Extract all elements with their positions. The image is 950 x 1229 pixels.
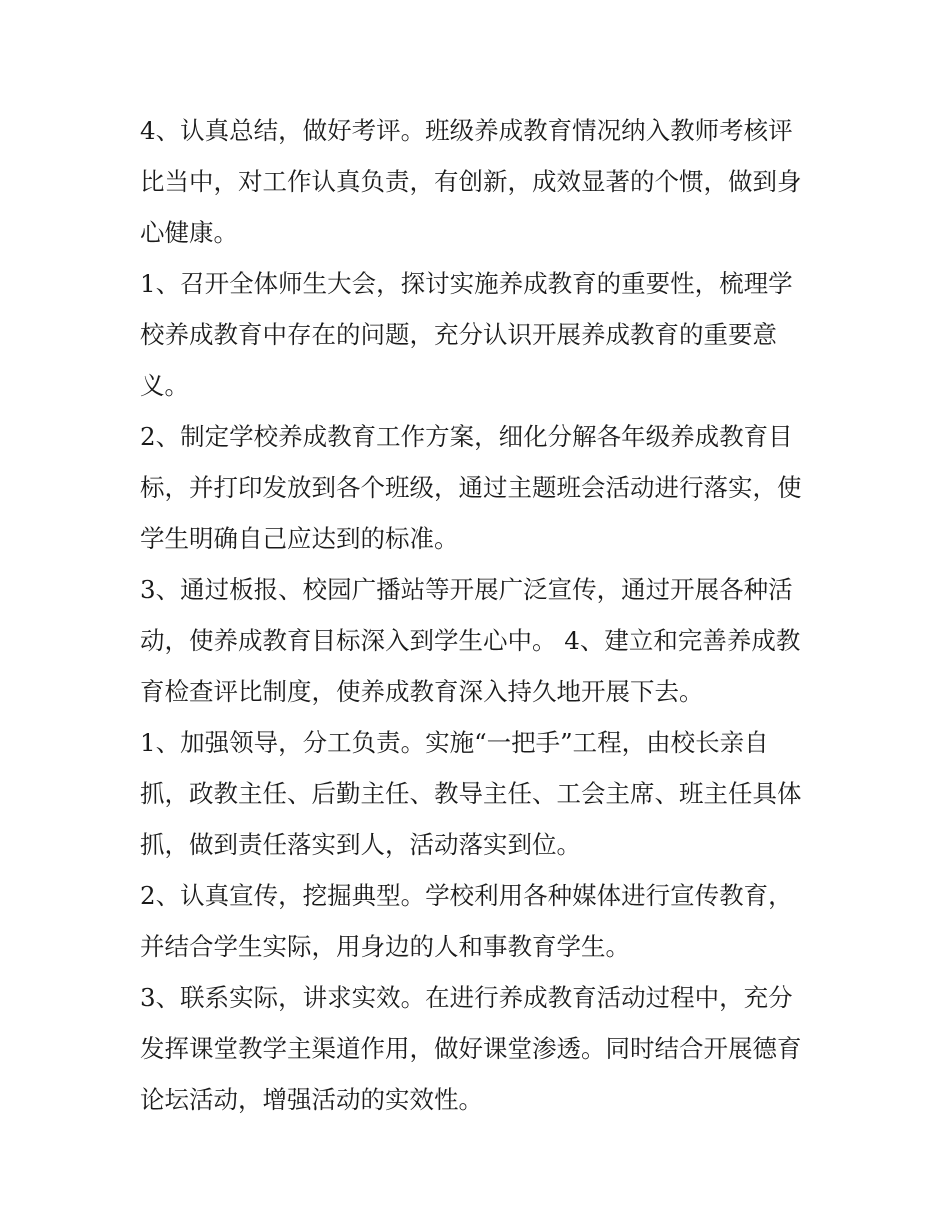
document-body <box>140 105 820 1125</box>
text-line: 3、联系实际，讲求实效。在进行养成教育活动过程中，充分 <box>140 983 793 1012</box>
paragraph-leadership <box>140 717 820 870</box>
paragraph-promotion <box>140 870 820 972</box>
text-line: 抓，政教主任、后勤主任、教导主任、工会主席、班主任具体 <box>140 779 802 808</box>
paragraph-summary-evaluation <box>140 105 820 258</box>
text-line: 4、认真总结，做好考评。班级养成教育情况纳入教师考核评 <box>140 116 793 145</box>
text-line: 校养成教育中存在的问题，充分认识开展养成教育的重要意 <box>140 320 777 349</box>
text-line: 义。 <box>140 371 189 400</box>
paragraph-publicity <box>140 564 820 717</box>
text-line: 育检查评比制度，使养成教育深入持久地开展下去。 <box>140 677 704 706</box>
text-line: 发挥课堂教学主渠道作用，做好课堂渗透。同时结合开展德育 <box>140 1034 802 1063</box>
paragraph-practical-effect <box>140 972 820 1125</box>
text-line: 3、通过板报、校园广播站等开展广泛宣传，通过开展各种活 <box>140 575 793 604</box>
text-line: 标，并打印发放到各个班级，通过主题班会活动进行落实，使 <box>140 473 802 502</box>
text-line: 1、加强领导，分工负责。实施“一把手”工程，由校长亲自 <box>140 728 769 757</box>
text-line: 心健康。 <box>140 218 238 247</box>
text-line: 2、制定学校养成教育工作方案，细化分解各年级养成教育目 <box>140 422 793 451</box>
text-line: 1、召开全体师生大会，探讨实施养成教育的重要性，梳理学 <box>140 269 793 298</box>
text-line: 论坛活动，增强活动的实效性。 <box>140 1085 483 1114</box>
text-line: 2、认真宣传，挖掘典型。学校利用各种媒体进行宣传教育， <box>140 881 793 910</box>
text-line: 并结合学生实际，用身边的人和事教育学生。 <box>140 932 630 961</box>
text-line: 比当中，对工作认真负责，有创新，成效显著的个惯，做到身 <box>140 167 802 196</box>
paragraph-work-plan <box>140 411 820 564</box>
text-line: 动，使养成教育目标深入到学生心中。 4、建立和完善养成教 <box>140 626 801 655</box>
text-line: 学生明确自己应达到的标准。 <box>140 524 459 553</box>
paragraph-teacher-student-meeting <box>140 258 820 411</box>
text-line: 抓，做到责任落实到人，活动落实到位。 <box>140 830 581 859</box>
